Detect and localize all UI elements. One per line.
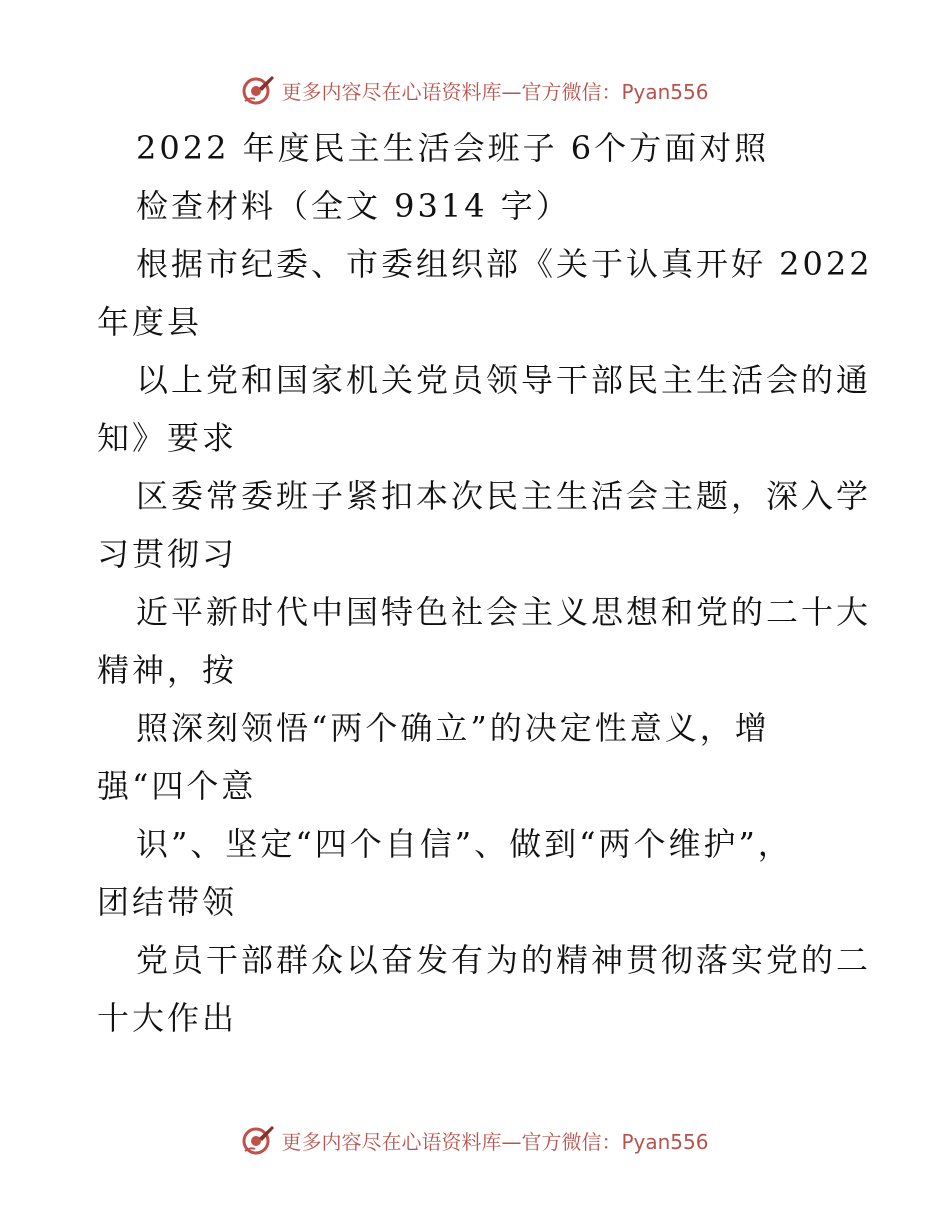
text-line: 强“四个意 (97, 767, 257, 805)
text-line: 知》要求 (97, 419, 238, 457)
pen-logo-icon (241, 73, 275, 107)
footer-banner-text: 更多内容尽在心语资料库—官方微信：Pyan556 (281, 1129, 709, 1154)
text-line: 根据市纪委、市委组织部《关于认真开好 2022 (136, 245, 873, 283)
text-line: 识”、坚定“四个自信”、做到“两个维护”， (136, 825, 793, 863)
text-line: 以上党和国家机关党员领导干部民主生活会的通 (136, 361, 872, 399)
text-line: 检查材料（全文 9314 字） (136, 187, 571, 225)
text-line: 年度县 (97, 303, 203, 341)
text-line: 团结带领 (97, 883, 238, 921)
pen-logo-icon (241, 1123, 275, 1157)
text-line: 照深刻领悟“两个确立”的决定性意义，增 (136, 709, 770, 747)
text-line: 2022 年度民主生活会班子 6个方面对照 (136, 129, 770, 167)
text-line: 区委常委班子紧扣本次民主生活会主题，深入学 (136, 477, 872, 515)
text-line: 精神，按 (97, 651, 238, 689)
text-line: 习贯彻习 (97, 535, 238, 573)
header-banner-text: 更多内容尽在心语资料库—官方微信：Pyan556 (281, 79, 709, 104)
text-line: 近平新时代中国特色社会主义思想和党的二十大 (136, 593, 872, 631)
header-watermark-banner (0, 70, 950, 110)
text-line: 十大作出 (97, 999, 238, 1037)
footer-watermark-banner (0, 1120, 950, 1160)
text-line: 党员干部群众以奋发有为的精神贯彻落实党的二 (136, 941, 872, 979)
